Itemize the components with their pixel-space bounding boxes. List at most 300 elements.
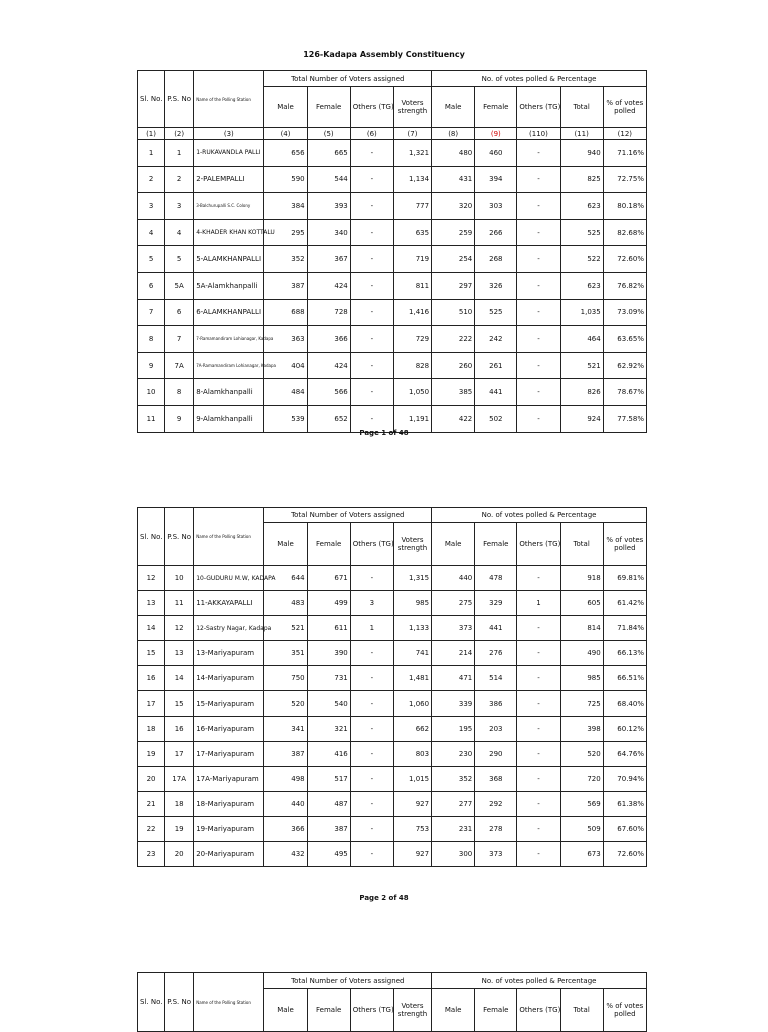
table-row: [138, 716, 647, 741]
table-row: [138, 591, 647, 616]
ps-no-cell: 6: [165, 299, 194, 326]
polled-others-cell: -: [517, 842, 560, 867]
polled-total-cell: 940: [560, 140, 603, 167]
polled-male-cell: 385: [432, 379, 475, 406]
station-name-cell: 15-Mariyapuram: [194, 691, 264, 716]
polled-female-cell: 514: [475, 666, 517, 691]
ps-no-cell: 12: [165, 616, 194, 641]
female-cell: 416: [307, 741, 350, 766]
ps-no-cell: 17A: [165, 766, 194, 791]
polled-male-cell: 300: [432, 842, 475, 867]
polled-total-cell: 720: [560, 766, 603, 791]
polled-total-cell: 814: [560, 616, 603, 641]
header-others: Others (TG): [350, 989, 393, 1032]
ps-no-cell: 5: [165, 246, 194, 273]
percentage-cell: 64.76%: [603, 741, 646, 766]
percentage-cell: 72.60%: [603, 842, 646, 867]
polled-others-cell: -: [517, 691, 560, 716]
percentage-cell: 80.18%: [603, 193, 646, 220]
female-cell: 387: [307, 816, 350, 841]
female-cell: 566: [307, 379, 350, 406]
header-percentage: % of votes polled: [603, 87, 646, 128]
polled-male-cell: 214: [432, 641, 475, 666]
polled-total-cell: 522: [560, 246, 603, 273]
sl-no-cell: 14: [138, 616, 165, 641]
table-row: [138, 641, 647, 666]
colnum: (7): [393, 128, 431, 140]
voters-strength-cell: 729: [393, 326, 431, 353]
header-sl-no: Sl. No.: [138, 973, 165, 1032]
percentage-cell: 62.92%: [603, 352, 646, 379]
polled-others-cell: -: [517, 405, 560, 432]
ps-no-cell: 1: [165, 140, 194, 167]
polled-others-cell: -: [517, 791, 560, 816]
polled-female-cell: 502: [475, 405, 517, 432]
percentage-cell: 82.68%: [603, 219, 646, 246]
polled-female-cell: 525: [475, 299, 517, 326]
table-body-page-1: [138, 140, 647, 433]
column-number-row: [138, 128, 647, 140]
female-cell: 424: [307, 352, 350, 379]
polled-others-cell: -: [517, 641, 560, 666]
male-cell: 295: [264, 219, 307, 246]
voters-strength-cell: 985: [393, 591, 431, 616]
polled-male-cell: 431: [432, 166, 475, 193]
sl-no-cell: 11: [138, 405, 165, 432]
header-male: Male: [264, 87, 307, 128]
sl-no-cell: 1: [138, 140, 165, 167]
voters-strength-cell: 927: [393, 791, 431, 816]
table-row: [138, 166, 647, 193]
station-name-cell: 11-AKKAYAPALLI: [194, 591, 264, 616]
female-cell: 321: [307, 716, 350, 741]
male-cell: 363: [264, 326, 307, 353]
polled-others-cell: -: [517, 272, 560, 299]
others-cell: -: [350, 246, 393, 273]
others-cell: -: [350, 566, 393, 591]
ps-no-cell: 15: [165, 691, 194, 716]
station-name-cell: 12-Sastry Nagar, Kadapa: [194, 616, 264, 641]
voters-strength-cell: 1,315: [393, 566, 431, 591]
header-voters-assigned: Total Number of Voters assigned: [264, 973, 432, 989]
male-cell: 520: [264, 691, 307, 716]
polled-total-cell: 605: [560, 591, 603, 616]
header-percentage: % of votes polled: [603, 523, 646, 566]
station-name-cell: 19-Mariyapuram: [194, 816, 264, 841]
female-cell: 671: [307, 566, 350, 591]
polled-male-cell: 230: [432, 741, 475, 766]
polled-female-cell: 368: [475, 766, 517, 791]
male-cell: 644: [264, 566, 307, 591]
colnum: (11): [560, 128, 603, 140]
polled-male-cell: 422: [432, 405, 475, 432]
station-name-cell: 8-Alamkhanpalli: [194, 379, 264, 406]
male-cell: 656: [264, 140, 307, 167]
station-name-cell: 10-GUDURU M.W, KADAPA: [194, 566, 264, 591]
sl-no-cell: 22: [138, 816, 165, 841]
female-cell: 544: [307, 166, 350, 193]
ps-no-cell: 5A: [165, 272, 194, 299]
polled-male-cell: 339: [432, 691, 475, 716]
station-name-cell: 6-ALAMKHANPALLI: [194, 299, 264, 326]
header-group-row: [138, 71, 647, 87]
female-cell: 731: [307, 666, 350, 691]
male-cell: 498: [264, 766, 307, 791]
header-sl-no: Sl. No.: [138, 508, 165, 566]
polling-table-page-2: [137, 507, 647, 867]
polled-female-cell: 460: [475, 140, 517, 167]
polled-others-cell: -: [517, 566, 560, 591]
percentage-cell: 76.82%: [603, 272, 646, 299]
header-female: Female: [307, 523, 350, 566]
male-cell: 352: [264, 246, 307, 273]
voters-strength-cell: 1,416: [393, 299, 431, 326]
percentage-cell: 72.60%: [603, 246, 646, 273]
colnum: (1): [138, 128, 165, 140]
voters-strength-cell: 811: [393, 272, 431, 299]
sl-no-cell: 10: [138, 379, 165, 406]
polled-female-cell: 276: [475, 641, 517, 666]
percentage-cell: 63.65%: [603, 326, 646, 353]
station-name-cell: 2-PALEMPALLI: [194, 166, 264, 193]
station-name-cell: 1-RUKAVANDLA PALLI: [194, 140, 264, 167]
header-station-name: Name of the Polling Station: [194, 508, 264, 566]
table-row: [138, 666, 647, 691]
polled-male-cell: 480: [432, 140, 475, 167]
female-cell: 487: [307, 791, 350, 816]
polled-total-cell: 490: [560, 641, 603, 666]
voters-strength-cell: 1,481: [393, 666, 431, 691]
sl-no-cell: 3: [138, 193, 165, 220]
male-cell: 688: [264, 299, 307, 326]
sl-no-cell: 9: [138, 352, 165, 379]
polled-female-cell: 303: [475, 193, 517, 220]
header-voters-assigned: Total Number of Voters assigned: [264, 71, 432, 87]
polled-male-cell: 195: [432, 716, 475, 741]
percentage-cell: 66.13%: [603, 641, 646, 666]
sl-no-cell: 8: [138, 326, 165, 353]
polled-total-cell: 924: [560, 405, 603, 432]
header-votes-polled: No. of votes polled & Percentage: [432, 508, 647, 523]
male-cell: 750: [264, 666, 307, 691]
table-row: [138, 352, 647, 379]
document-title: 126-Kadapa Assembly Constituency: [303, 50, 465, 59]
station-name-cell: 9-Alamkhanpalli: [194, 405, 264, 432]
voters-strength-cell: 777: [393, 193, 431, 220]
polling-table-page-3: [137, 972, 647, 1032]
polled-female-cell: 441: [475, 616, 517, 641]
header-others: Others (TG): [517, 523, 560, 566]
female-cell: 499: [307, 591, 350, 616]
table-row: [138, 842, 647, 867]
sl-no-cell: 20: [138, 766, 165, 791]
colnum: (110): [517, 128, 560, 140]
header-voters-strength: Voters strength: [393, 989, 431, 1032]
colnum: (6): [350, 128, 393, 140]
female-cell: 367: [307, 246, 350, 273]
others-cell: -: [350, 193, 393, 220]
polled-others-cell: -: [517, 741, 560, 766]
header-others: Others (TG): [350, 87, 393, 128]
header-ps-no: P.S. No: [165, 508, 194, 566]
header-male: Male: [264, 523, 307, 566]
percentage-cell: 78.67%: [603, 379, 646, 406]
male-cell: 387: [264, 272, 307, 299]
male-cell: 366: [264, 816, 307, 841]
header-station-name: Name of the Polling Station: [194, 71, 264, 128]
header-male: Male: [264, 989, 307, 1032]
polled-total-cell: 918: [560, 566, 603, 591]
page-footer-2: Page 2 of 48: [359, 894, 409, 902]
table-row: [138, 766, 647, 791]
polled-others-cell: -: [517, 326, 560, 353]
female-cell: 611: [307, 616, 350, 641]
polled-others-cell: -: [517, 193, 560, 220]
others-cell: -: [350, 791, 393, 816]
header-group-row: [138, 508, 647, 523]
header-others: Others (TG): [350, 523, 393, 566]
table-row: [138, 193, 647, 220]
station-name-cell: 4-KHADER KHAN KOTTALU: [194, 219, 264, 246]
table-row: [138, 741, 647, 766]
voters-strength-cell: 753: [393, 816, 431, 841]
header-female: Female: [307, 989, 350, 1032]
station-name-cell: 16-Mariyapuram: [194, 716, 264, 741]
sl-no-cell: 21: [138, 791, 165, 816]
ps-no-cell: 20: [165, 842, 194, 867]
station-name-cell: 7-Ramamandiram Lohianagar, Kadapa: [194, 326, 264, 353]
polled-others-cell: -: [517, 140, 560, 167]
female-cell: 390: [307, 641, 350, 666]
female-cell: 495: [307, 842, 350, 867]
percentage-cell: 70.94%: [603, 766, 646, 791]
others-cell: -: [350, 352, 393, 379]
sl-no-cell: 19: [138, 741, 165, 766]
voters-strength-cell: 927: [393, 842, 431, 867]
polled-others-cell: -: [517, 616, 560, 641]
polled-total-cell: 520: [560, 741, 603, 766]
others-cell: -: [350, 405, 393, 432]
colnum: (4): [264, 128, 307, 140]
polled-total-cell: 825: [560, 166, 603, 193]
station-name-cell: 13-Mariyapuram: [194, 641, 264, 666]
polled-male-cell: 352: [432, 766, 475, 791]
polled-female-cell: 373: [475, 842, 517, 867]
table-row: [138, 299, 647, 326]
male-cell: 341: [264, 716, 307, 741]
header-sl-no: Sl. No.: [138, 71, 165, 128]
polled-female-cell: 478: [475, 566, 517, 591]
male-cell: 384: [264, 193, 307, 220]
polled-others-cell: -: [517, 246, 560, 273]
polled-female-cell: 386: [475, 691, 517, 716]
station-name-cell: 18-Mariyapuram: [194, 791, 264, 816]
percentage-cell: 69.81%: [603, 566, 646, 591]
polled-male-cell: 259: [432, 219, 475, 246]
header-male: Male: [432, 523, 475, 566]
male-cell: 484: [264, 379, 307, 406]
header-ps-no: P.S. No: [165, 71, 194, 128]
others-cell: -: [350, 716, 393, 741]
polled-female-cell: 242: [475, 326, 517, 353]
polled-female-cell: 261: [475, 352, 517, 379]
polled-male-cell: 231: [432, 816, 475, 841]
polled-others-cell: -: [517, 219, 560, 246]
ps-no-cell: 9: [165, 405, 194, 432]
header-percentage: % of votes polled: [603, 989, 646, 1032]
station-name-cell: 5A-Alamkhanpalli: [194, 272, 264, 299]
header-voters-strength: Voters strength: [393, 87, 431, 128]
voters-strength-cell: 635: [393, 219, 431, 246]
polled-total-cell: 464: [560, 326, 603, 353]
table-row: [138, 219, 647, 246]
header-total: Total: [560, 989, 603, 1032]
sl-no-cell: 13: [138, 591, 165, 616]
polled-female-cell: 292: [475, 791, 517, 816]
percentage-cell: 68.40%: [603, 691, 646, 716]
sl-no-cell: 7: [138, 299, 165, 326]
polled-male-cell: 510: [432, 299, 475, 326]
header-group-row: [138, 973, 647, 989]
colnum: (5): [307, 128, 350, 140]
voters-strength-cell: 1,050: [393, 379, 431, 406]
female-cell: 340: [307, 219, 350, 246]
polled-male-cell: 440: [432, 566, 475, 591]
voters-strength-cell: 1,060: [393, 691, 431, 716]
sl-no-cell: 6: [138, 272, 165, 299]
polled-others-cell: -: [517, 379, 560, 406]
ps-no-cell: 11: [165, 591, 194, 616]
polled-female-cell: 266: [475, 219, 517, 246]
others-cell: -: [350, 166, 393, 193]
male-cell: 521: [264, 616, 307, 641]
sl-no-cell: 15: [138, 641, 165, 666]
percentage-cell: 61.42%: [603, 591, 646, 616]
percentage-cell: 72.75%: [603, 166, 646, 193]
header-votes-polled: No. of votes polled & Percentage: [432, 973, 647, 989]
percentage-cell: 67.60%: [603, 816, 646, 841]
polled-others-cell: -: [517, 299, 560, 326]
station-name-cell: 17A-Mariyapuram: [194, 766, 264, 791]
ps-no-cell: 10: [165, 566, 194, 591]
male-cell: 404: [264, 352, 307, 379]
header-male: Male: [432, 87, 475, 128]
others-cell: -: [350, 140, 393, 167]
others-cell: -: [350, 666, 393, 691]
header-total: Total: [560, 87, 603, 128]
female-cell: 728: [307, 299, 350, 326]
polled-male-cell: 373: [432, 616, 475, 641]
sl-no-cell: 17: [138, 691, 165, 716]
table-row: [138, 566, 647, 591]
polled-total-cell: 521: [560, 352, 603, 379]
polled-others-cell: 1: [517, 591, 560, 616]
ps-no-cell: 16: [165, 716, 194, 741]
voters-strength-cell: 1,015: [393, 766, 431, 791]
ps-no-cell: 14: [165, 666, 194, 691]
colnum: (3): [194, 128, 264, 140]
polled-male-cell: 320: [432, 193, 475, 220]
others-cell: -: [350, 842, 393, 867]
polling-table-page-1: [137, 70, 647, 433]
voters-strength-cell: 1,134: [393, 166, 431, 193]
ps-no-cell: 17: [165, 741, 194, 766]
header-others: Others (TG): [517, 989, 560, 1032]
polled-total-cell: 1,035: [560, 299, 603, 326]
polled-male-cell: 260: [432, 352, 475, 379]
percentage-cell: 71.84%: [603, 616, 646, 641]
table-row: [138, 246, 647, 273]
station-name-cell: 7A-Ramamandiram Lohianagar, Kadapa: [194, 352, 264, 379]
header-station-name: Name of the Polling Station: [194, 973, 264, 1032]
female-cell: 665: [307, 140, 350, 167]
percentage-cell: 73.09%: [603, 299, 646, 326]
table-row: [138, 616, 647, 641]
percentage-cell: 60.12%: [603, 716, 646, 741]
female-cell: 366: [307, 326, 350, 353]
polled-female-cell: 278: [475, 816, 517, 841]
polled-others-cell: -: [517, 666, 560, 691]
header-voters-assigned: Total Number of Voters assigned: [264, 508, 432, 523]
polled-total-cell: 525: [560, 219, 603, 246]
others-cell: -: [350, 816, 393, 841]
colnum: (12): [603, 128, 646, 140]
others-cell: -: [350, 379, 393, 406]
polled-others-cell: -: [517, 766, 560, 791]
colnum: (8): [432, 128, 475, 140]
polled-others-cell: -: [517, 816, 560, 841]
others-cell: -: [350, 766, 393, 791]
header-others: Others (TG): [517, 87, 560, 128]
table-row: [138, 816, 647, 841]
others-cell: 1: [350, 616, 393, 641]
male-cell: 351: [264, 641, 307, 666]
percentage-cell: 66.51%: [603, 666, 646, 691]
female-cell: 517: [307, 766, 350, 791]
header-ps-no: P.S. No: [165, 973, 194, 1032]
polled-total-cell: 623: [560, 193, 603, 220]
male-cell: 483: [264, 591, 307, 616]
polled-female-cell: 441: [475, 379, 517, 406]
voters-strength-cell: 1,321: [393, 140, 431, 167]
polled-male-cell: 222: [432, 326, 475, 353]
polled-male-cell: 254: [432, 246, 475, 273]
table-row: [138, 791, 647, 816]
ps-no-cell: 4: [165, 219, 194, 246]
table-row: [138, 140, 647, 167]
female-cell: 652: [307, 405, 350, 432]
polled-others-cell: -: [517, 352, 560, 379]
polled-female-cell: 290: [475, 741, 517, 766]
others-cell: -: [350, 272, 393, 299]
female-cell: 393: [307, 193, 350, 220]
sl-no-cell: 18: [138, 716, 165, 741]
ps-no-cell: 19: [165, 816, 194, 841]
voters-strength-cell: 741: [393, 641, 431, 666]
polled-total-cell: 985: [560, 666, 603, 691]
polled-total-cell: 725: [560, 691, 603, 716]
percentage-cell: 71.16%: [603, 140, 646, 167]
header-female: Female: [475, 989, 517, 1032]
station-name-cell: 17-Mariyapuram: [194, 741, 264, 766]
polled-male-cell: 277: [432, 791, 475, 816]
polled-female-cell: 394: [475, 166, 517, 193]
header-voters-strength: Voters strength: [393, 523, 431, 566]
table-row: [138, 272, 647, 299]
sl-no-cell: 5: [138, 246, 165, 273]
voters-strength-cell: 662: [393, 716, 431, 741]
header-male: Male: [432, 989, 475, 1032]
